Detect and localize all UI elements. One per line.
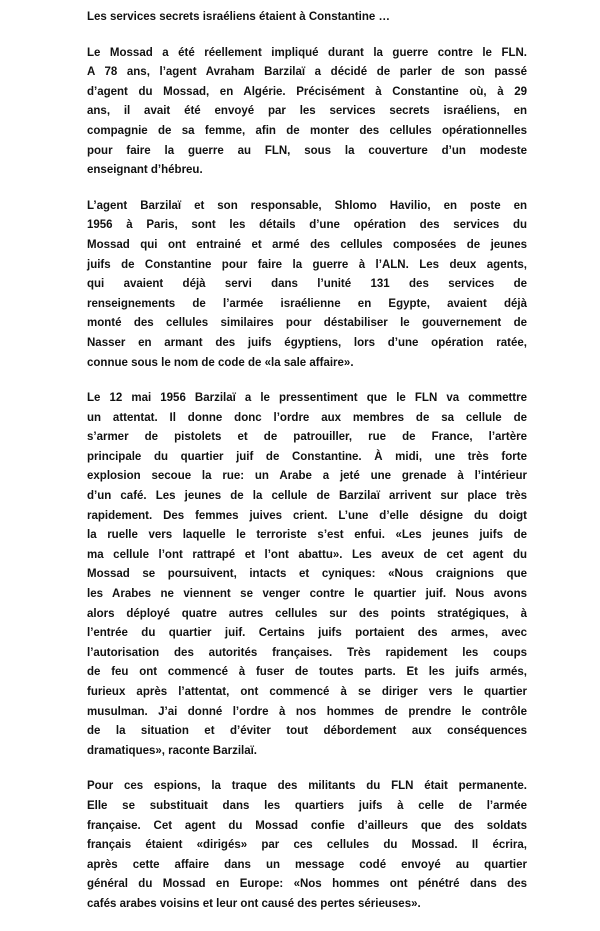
paragraph-line: cafés arabes voisins et leur ont causé des pertes sérieuses».	[87, 897, 421, 910]
paragraph-line: de feu ont commencé à fuser de toutes parts. Et les juifs armés,	[87, 666, 527, 679]
paragraph-2	[87, 197, 527, 373]
paragraph-line: un attentat. Il donne donc l’ordre aux membres de sa cellule de	[87, 411, 527, 424]
paragraph-1	[87, 44, 527, 181]
paragraph-line: juifs de Constantine pour faire la guerre à l’ALN. Les deux agents,	[87, 258, 527, 271]
paragraph-line: Elle se substituait dans les quartiers juifs à celle de l’armée	[87, 799, 527, 812]
paragraph-line: monté des cellules similaires pour déstabiliser le gouvernement de	[87, 317, 527, 330]
paragraph-line: dramatiques», raconte Barzilaï.	[87, 744, 258, 757]
paragraph-line: rapidement. Des femmes juives crient. L’une d’elle désigne du doigt	[87, 509, 527, 522]
paragraph-line: Le Mossad a été réellement impliqué durant la guerre contre le FLN.	[87, 46, 527, 59]
paragraph-line: connue sous le nom de code de «la sale affaire».	[87, 356, 354, 369]
paragraph-line: les Arabes ne viennent se venger contre le quartier juif. Nous avons	[87, 588, 527, 601]
paragraph-line: ma cellule l’ont rattrapé et l’ont abattu». Les aveux de cet agent du	[87, 548, 527, 561]
paragraph-line: 1956 à Paris, sont les détails d’une opération des services du	[87, 219, 527, 232]
paragraph-line: la ruelle vers laquelle le terroriste s’est enfui. «Les jeunes juifs de	[87, 529, 527, 542]
document-title: Les services secrets israéliens étaient à Constantine …	[87, 11, 390, 23]
paragraph-line: A 78 ans, l’agent Avraham Barzilaï a décidé de parler de son passé	[87, 66, 527, 79]
document-page	[87, 8, 527, 931]
document-body	[87, 44, 527, 915]
paragraph-line: alors déployé quatre autres cellules sur des points stratégiques, à	[87, 607, 527, 620]
paragraph-line: ans, il avait été envoyé par les services secrets israéliens, en	[87, 105, 527, 118]
paragraph-line: français étaient «dirigés» par ces cellules du Mossad. Il écrira,	[87, 839, 527, 852]
paragraph-line: Nasser en armant des juifs égyptiens, lors d’une opération ratée,	[87, 336, 527, 349]
paragraph-4	[87, 777, 527, 914]
paragraph-line: furieux après l’attentat, ont commencé à se diriger vers le quartier	[87, 686, 527, 698]
paragraph-line: renseignements de l’armée israélienne en Egypte, avaient déjà	[87, 297, 527, 310]
paragraph-line: après cette affaire dans un message codé envoyé au quartier	[87, 858, 527, 871]
paragraph-line: pour faire la guerre au FLN, sous la couverture d’un modeste	[87, 144, 527, 157]
paragraph-line: compagnie de sa femme, afin de monter des cellules opérationnelles	[87, 124, 527, 137]
paragraph-line: française. Cet agent du Mossad confie d’ailleurs que des soldats	[87, 819, 527, 832]
paragraph-line: l’entrée du quartier juif. Certains juifs portaient des armes, avec	[87, 627, 527, 640]
paragraph-line: d’agent du Mossad, en Algérie. Précisément à Constantine où, à 29	[87, 85, 527, 98]
paragraph-line: Pour ces espions, la traque des militants du FLN était permanente.	[87, 780, 527, 793]
paragraph-line: d’un café. Les jeunes de la cellule de Barzilaï arrivent sur place très	[87, 490, 527, 503]
paragraph-line: explosion secoue la rue: un Arabe a jeté une grenade à l’intérieur	[87, 470, 527, 483]
paragraph-line: s’armer de pistolets et de patrouiller, rue de France, l’artère	[87, 431, 527, 444]
paragraph-line: l’autorisation des autorités françaises. Très rapidement les coups	[87, 646, 527, 659]
paragraph-line: Mossad qui ont entrainé et armé des cellules composées de jeunes	[87, 238, 527, 251]
paragraph-line: général du Mossad en Europe: «Nos hommes ont pénétré dans des	[87, 878, 527, 891]
paragraph-line: L’agent Barzilaï et son responsable, Shlomo Havilio, en poste en	[87, 199, 527, 212]
paragraph-line: de la situation et d’éviter tout débordement aux conséquences	[87, 725, 527, 738]
paragraph-line: principale du quartier juif de Constantine. À midi, une très forte	[87, 450, 527, 463]
paragraph-3	[87, 389, 527, 761]
paragraph-line: Mossad se poursuivent, intacts et cyniques: «Nous craignions que	[87, 568, 527, 581]
paragraph-line: enseignant d’hébreu.	[87, 164, 203, 177]
paragraph-line: qui avaient déjà servi dans l’unité 131 des services de	[87, 278, 527, 291]
paragraph-line: musulman. J’ai donné l’ordre à nos hommes de prendre le contrôle	[87, 705, 527, 718]
paragraph-line: Le 12 mai 1956 Barzilaï a le pressentiment que le FLN va commettre	[87, 392, 527, 405]
